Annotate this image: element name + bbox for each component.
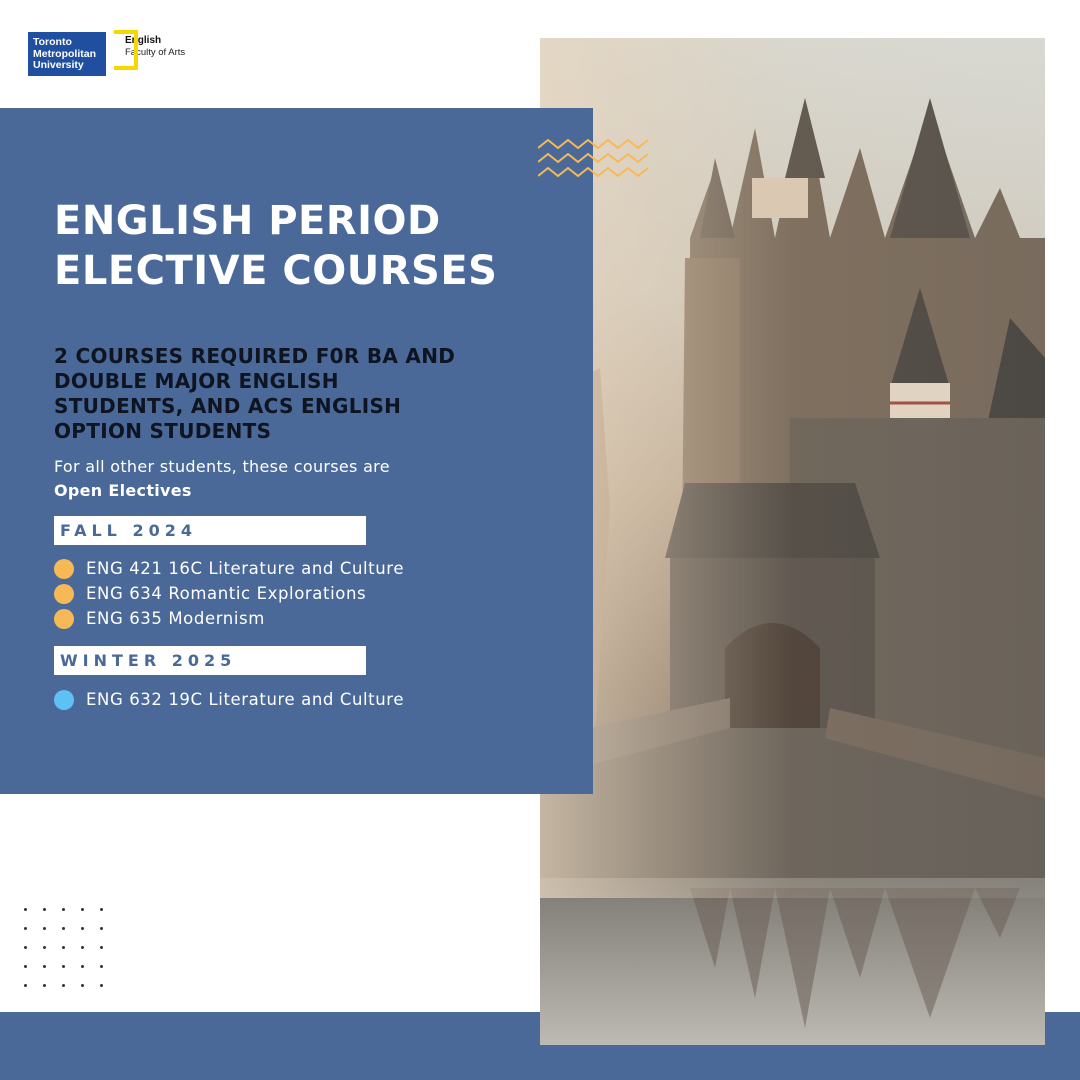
bullet-dot-icon xyxy=(54,584,74,604)
castle-illustration xyxy=(540,38,1045,1045)
page-title: ENGLISH PERIOD ELECTIVE COURSES xyxy=(54,198,498,294)
grid-dot xyxy=(100,984,103,987)
grid-dot xyxy=(62,908,65,911)
bullet-dot-icon xyxy=(54,559,74,579)
course-label: ENG 421 16C Literature and Culture xyxy=(86,559,405,578)
bullet-dot-icon xyxy=(54,690,74,710)
elective-note xyxy=(54,455,474,503)
grid-dot xyxy=(24,984,27,987)
grid-dot xyxy=(43,984,46,987)
grid-dot xyxy=(43,908,46,911)
grid-dot xyxy=(81,908,84,911)
course-list-winter xyxy=(54,687,404,712)
course-list-fall xyxy=(54,556,404,631)
grid-dot xyxy=(100,927,103,930)
grid-dot xyxy=(81,927,84,930)
grid-dot xyxy=(81,984,84,987)
logo-yellow-bracket xyxy=(114,30,138,70)
grid-dot xyxy=(100,965,103,968)
grid-dot xyxy=(62,927,65,930)
course-item xyxy=(54,606,404,631)
bullet-dot-icon xyxy=(54,609,74,629)
university-logo xyxy=(28,32,185,76)
course-label: ENG 635 Modernism xyxy=(86,609,265,628)
grid-dot xyxy=(81,965,84,968)
term-label-winter: WINTER 2025 xyxy=(54,646,366,675)
term-label-fall: FALL 2024 xyxy=(54,516,366,545)
grid-dot xyxy=(43,946,46,949)
grid-dot xyxy=(24,946,27,949)
elective-note-text: For all other students, these courses are xyxy=(54,457,390,476)
logo-wordmark xyxy=(28,32,106,76)
logo-line-3: University xyxy=(33,59,84,71)
grid-dot xyxy=(100,946,103,949)
grid-dot xyxy=(62,965,65,968)
castle-photo xyxy=(540,38,1045,1045)
requirement-heading: 2 COURSES REQUIRED F0R BA AND DOUBLE MAJOR ENGLISH STUDENTS, AND ACS ENGLISH OPTION STUDENTS xyxy=(54,344,456,443)
logo-line-1: Toronto xyxy=(33,36,72,48)
course-item xyxy=(54,556,404,581)
course-item xyxy=(54,581,404,606)
zigzag-decoration xyxy=(538,138,650,182)
grid-dot xyxy=(24,927,27,930)
logo-department: English xyxy=(125,35,162,46)
logo-line-2: Metropolitan xyxy=(33,47,96,60)
grid-dot xyxy=(100,908,103,911)
grid-dot xyxy=(24,965,27,968)
grid-dot xyxy=(43,965,46,968)
grid-dot xyxy=(24,908,27,911)
grid-dot xyxy=(62,946,65,949)
grid-dot xyxy=(43,927,46,930)
course-item xyxy=(54,687,404,712)
grid-dot xyxy=(81,946,84,949)
course-label: ENG 632 19C Literature and Culture xyxy=(86,690,405,709)
elective-note-emphasis: Open Electives xyxy=(54,481,192,500)
logo-faculty: Faculty of Arts xyxy=(125,47,186,58)
grid-dot xyxy=(62,984,65,987)
course-label: ENG 634 Romantic Explorations xyxy=(86,584,367,603)
